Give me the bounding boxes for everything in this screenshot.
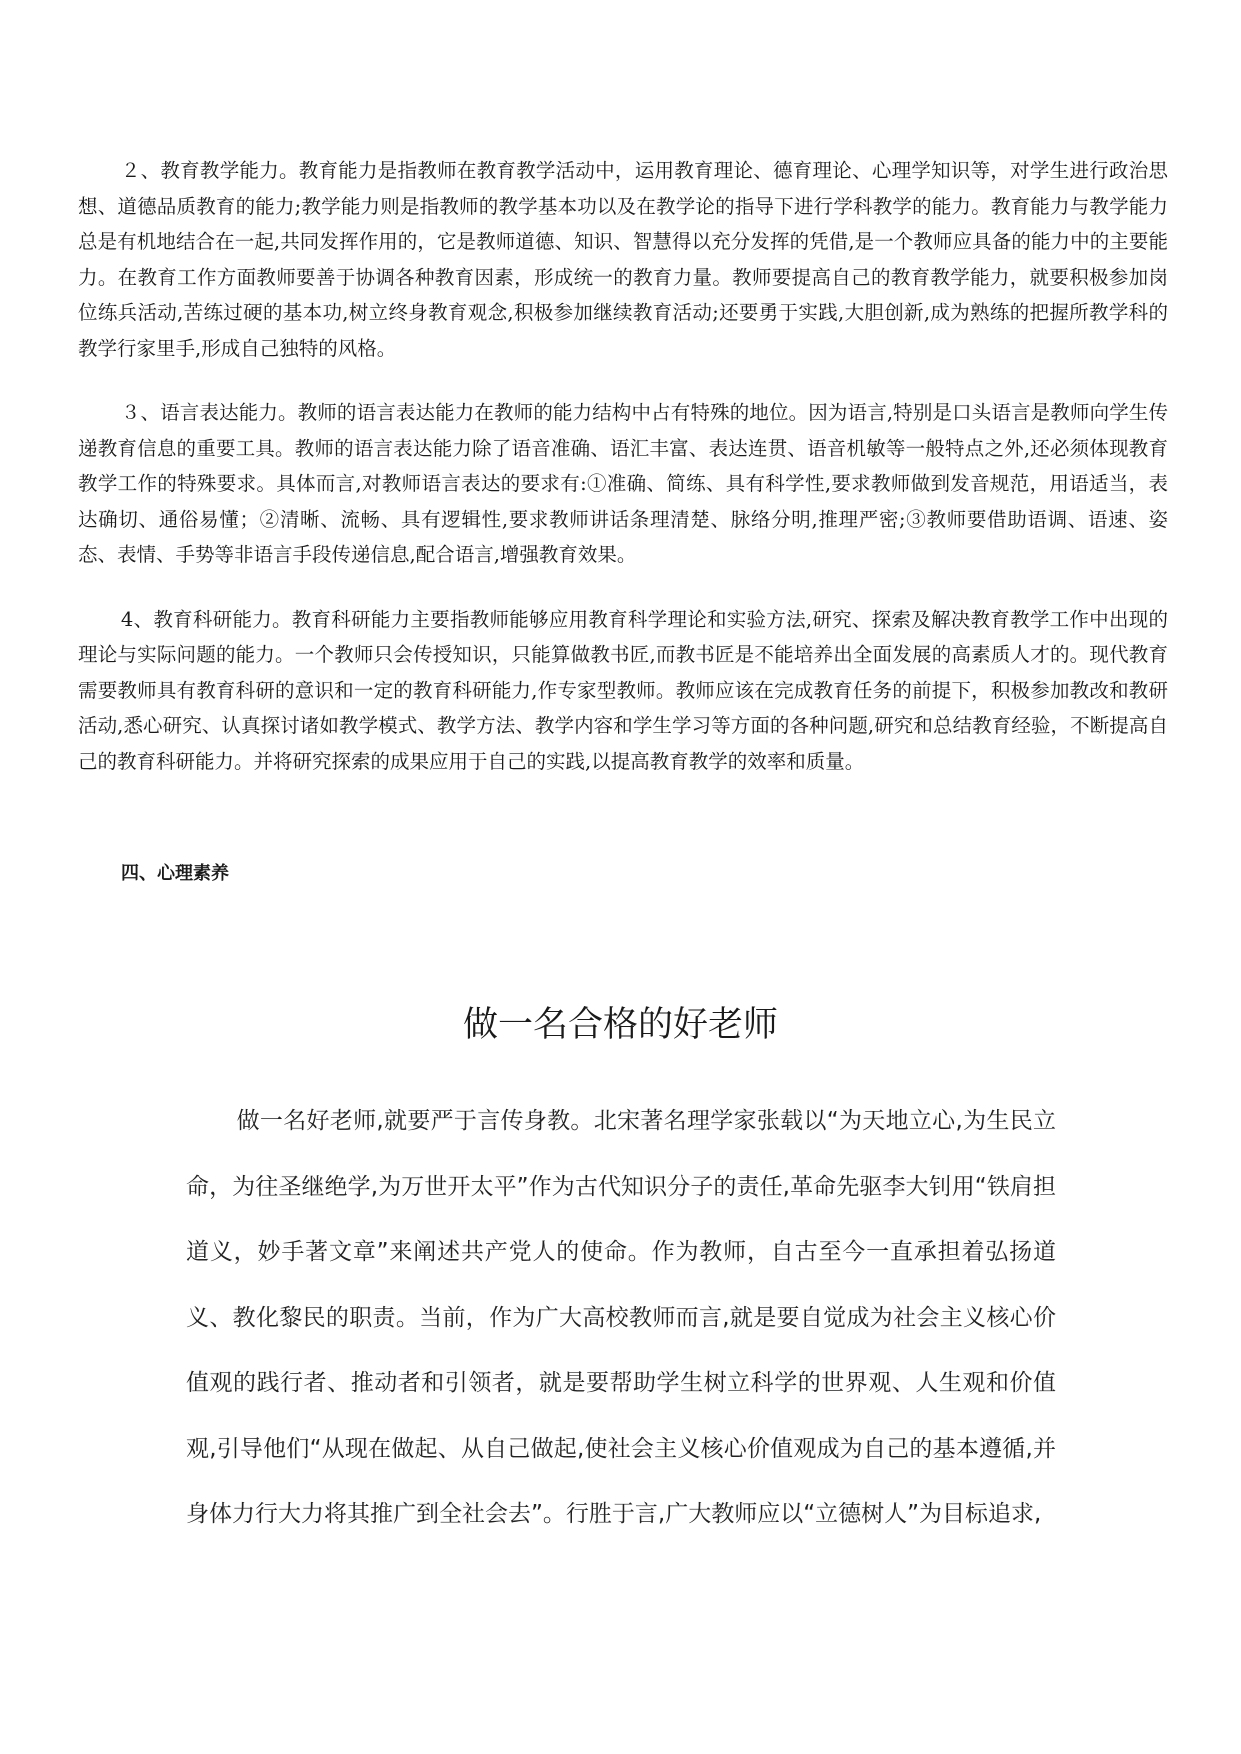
- ability-section: [78, 153, 1168, 808]
- article-paragraph: 做一名好老师,就要严于言传身教。北宋著名理学家张载以“为天地立心,为生民立命，为往圣继绝学,为万世开太平”作为古代知识分子的责任,革命先驱李大钊用“铁肩担道义，妙手著文章”来阐述共产党人的使命。作为教师，自古至今一直承担着弘扬道义、教化黎民的职责。当前，作为广大高校教师而言,就是要自觉成为社会主义核心价值观的践行者、推动者和引领者，就是要帮助学生树立科学的世界观、人生观和价值观,引导他们“从现在做起、从自己做起,使社会主义核心价值观成为自己的基本遵循,并身体力行大力将其推广到全社会去”。行胜于言,广大教师应以“立德树人”为目标追求,: [186, 1108, 1056, 1527]
- section-heading: 四、心理素养: [121, 863, 229, 884]
- paragraph-teaching-ability: ２、教育教学能力。教育能力是指教师在教育教学活动中，运用教育理论、德育理论、心理学知识等，对学生进行政治思想、道德品质教育的能力;教学能力则是指教师的教学基本功以及在教学论的指导下进行学科教学的能力。教育能力与教学能力总是有机地结合在一起,共同发挥作用的，它是教师道德、知识、智慧得以充分发挥的凭借,是一个教师应具备的能力中的主要能力。在教育工作方面教师要善于协调各种教育因素，形成统一的教育力量。教师要提高自己的教育教学能力，就要积极参加岗位练兵活动,苦练过硬的基本功,树立终身教育观念,积极参加继续教育活动;还要勇于实践,大胆创新,成为熟练的把握所教学科的教学行家里手,形成自己独特的风格。: [78, 159, 1168, 360]
- paragraph-research-ability: 4、教育科研能力。教育科研能力主要指教师能够应用教育科学理论和实验方法,研究、探索及解决教育教学工作中出现的理论与实际问题的能力。一个教师只会传授知识，只能算做教书匠,而教书匠是不能培养出全面发展的高素质人才的。现代教育需要教师具有教育科研的意识和一定的教育科研能力,作专家型教师。教师应该在完成教育任务的前提下，积极参加教改和教研活动,悉心研究、认真探讨诸如教学模式、教学方法、教学内容和学生学习等方面的各种问题,研究和总结教育经验，不断提高自己的教育科研能力。并将研究探索的成果应用于自己的实践,以提高教育教学的效率和质量。: [78, 607, 1168, 773]
- paragraph-language-ability: ３、语言表达能力。教师的语言表达能力在教师的能力结构中占有特殊的地位。因为语言,特别是口头语言是教师向学生传递教育信息的重要工具。教师的语言表达能力除了语音准确、语汇丰富、表达连贯、语音机敏等一般特点之外,还必须体现教育教学工作的特殊要求。具体而言,对教师语言表达的要求有:①准确、简练、具有科学性,要求教师做到发音规范，用语适当，表达确切、通俗易懂；②清晰、流畅、具有逻辑性,要求教师讲话条理清楚、脉络分明,推理严密;③教师要借助语调、语速、姿态、表情、手势等非语言手段传递信息,配合语言,增强教育效果。: [78, 401, 1168, 566]
- article-title: 做一名合格的好老师: [462, 1005, 778, 1045]
- article-body: [186, 1089, 1056, 1548]
